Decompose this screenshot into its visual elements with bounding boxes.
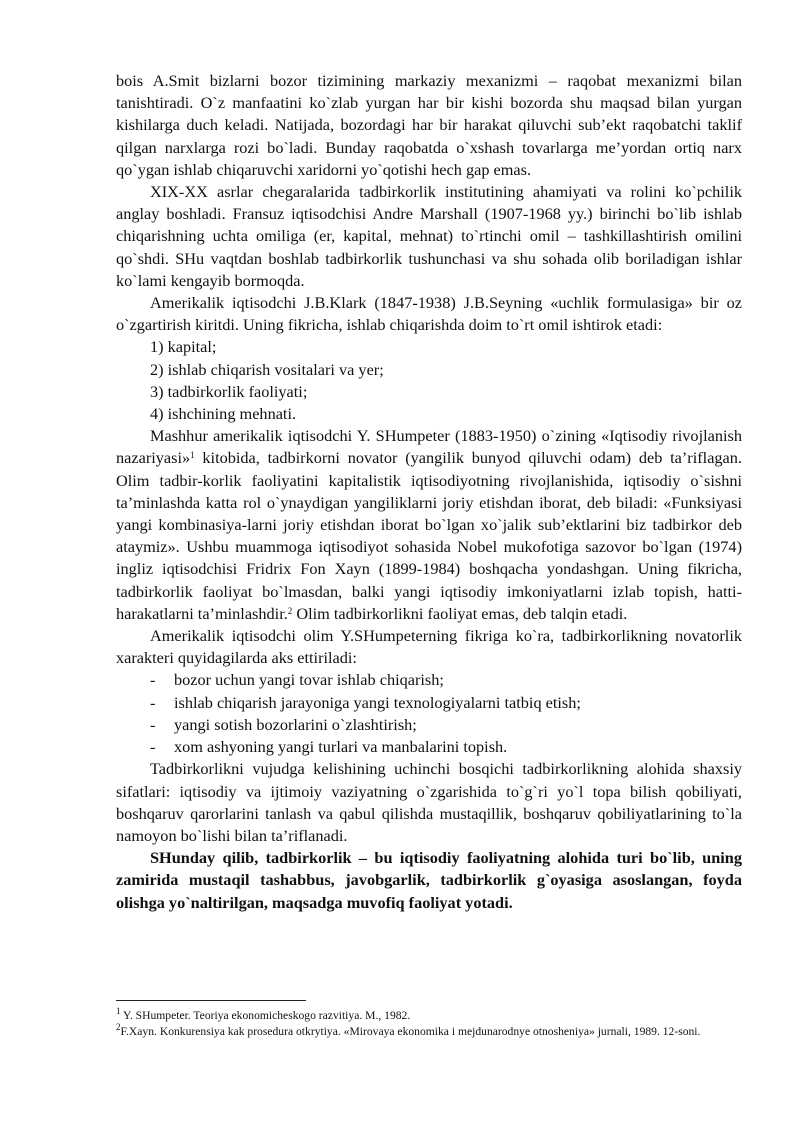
footnote-ref-2[interactable]: 2 <box>287 605 293 616</box>
list-item-factor-1: 1) kapital; <box>150 337 217 357</box>
footnotes <box>116 1008 736 1040</box>
list-item-factor-3: 3) tadbirkorlik faoliyati; <box>150 381 308 401</box>
list-item-innovation-4 <box>116 736 742 758</box>
dash-marker: - <box>150 692 156 712</box>
dash-marker: - <box>150 737 156 757</box>
footnote-mark-2: 2 <box>116 1022 121 1032</box>
footnote-divider <box>116 1000 306 1001</box>
footnote-mark-1: 1 <box>116 1006 121 1016</box>
footnote-1 <box>116 1008 736 1024</box>
paragraph-shumpeter-part-3: Olim tadbirkorlikni faoliyat emas, deb talqin etadi. <box>292 603 628 623</box>
document-body <box>116 70 742 914</box>
paragraph-conclusion: SHunday qilib, tadbirkorlik – bu iqtisodiy faoliyatning alohida turi bo`lib, uning zamirida mustaqil tashabbus, javobgarlik, tadbirkorlik g`oyasiga asoslangan, foyda olishga yo`naltirilgan, maqsadga muvofiq faoliyat yotadi. <box>116 848 742 912</box>
dash-marker: - <box>150 714 156 734</box>
list-item-factor-4: 4) ishchining mehnati. <box>150 404 297 424</box>
paragraph-shumpeter <box>116 425 742 625</box>
list-item-text: yangi sotish bozorlarini o`zlashtirish; <box>174 714 417 734</box>
list-item-innovation-3 <box>116 714 742 736</box>
list-item-text: xom ashyoning yangi turlari va manbalarini topish. <box>174 737 508 757</box>
paragraph-third-stage: Tadbirkorlikni vujudga kelishining uchinchi bosqichi tadbirkorlikning alohida shaxsiy sifatlari: iqtisodiy va ijtimoiy vaziyatning o`zgarishida to`g`ri yo`l topa bilish qobiliyati, boshqaruv qarorlarini tanlash va qabul qilishda mustaqillik, boshqaruv qobiliyatlarining to`la namoyon bo`lishi bilan ta’riflanadi. <box>116 759 742 845</box>
footnote-1-text: Y. SHumpeter. Teoriya ekonomicheskogo razvitiya. M., 1982. <box>120 1009 411 1022</box>
list-item-innovation-1 <box>116 669 742 691</box>
list-item-innovation-2 <box>116 692 742 714</box>
footnote-2-text: F.Xayn. Konkurensiya kak prosedura otkrytiya. «Mirovaya ekonomika i mejdunarodnye otnosheniya» jurnali, 1989. 12-soni. <box>120 1025 701 1038</box>
paragraph-novator-character: Amerikalik iqtisodchi olim Y.SHumpeterning fikriga ko`ra, tadbirkorlikning novatorlik xarakteri quyidagilarda aks ettiriladi: <box>116 626 742 668</box>
paragraph-shumpeter-part-1: Mashhur amerikalik iqtisodchi Y. SHumpeter (1883-1950) o`zining «Iqtisodiy rivojlanish nazariyasi» <box>116 426 742 468</box>
footnote-ref-1[interactable]: 1 <box>190 450 195 461</box>
paragraph-klark: Amerikalik iqtisodchi J.B.Klark (1847-1938) J.B.Seyning «uchlik formulasiga» bir oz o`zgartirish kiritdi. Uning fikricha, ishlab chiqarishda doim to`rt omil ishtirok etadi: <box>116 293 742 335</box>
list-item-factor-2: 2) ishlab chiqarish vositalari va yer; <box>150 359 384 379</box>
list-item-text: ishlab chiqarish jarayoniga yangi texnologiyalarni tatbiq etish; <box>174 692 581 712</box>
dash-marker: - <box>150 670 156 690</box>
paragraph-smith-competition: bois A.Smit bizlarni bozor tizimining markaziy mexanizmi – raqobat mexanizmi bilan tanishtiradi. O`z manfaatini ko`zlab yurgan har bir kishi bozorda shu maqsad bilan yurgan kishilarga duch keladi. Natijada, bozordagi har bir harakat qiluvchi sub’ekt raqobatchi taklif qilgan narxlarga rozi bo`ladi. Bunday raqobatda o`xshash tovarlarga me’yordan ortiq narx qo`ygan ishlab chiqaruvchi xaridorni yo`qotishi hech gap emas. <box>116 71 742 179</box>
list-item-text: bozor uchun yangi tovar ishlab chiqarish; <box>174 670 444 690</box>
paragraph-marshall: XIX-XX asrlar chegaralarida tadbirkorlik institutining ahamiyati va rolini ko`pchilik anglay boshladi. Fransuz iqtisodchisi Andre Marshall (1907-1968 yy.) birinchi bo`lib ishlab chiqarishning uchta omiliga (er, kapital, mehnat) to`rtinchi omil – tashkillashtirish omilini qo`shdi. SHu vaqtdan boshlab tadbirkorlik tushunchasi va shu sohada olib boriladigan ishlar ko`lami kengayib bormoqda. <box>116 182 742 290</box>
paragraph-shumpeter-part-2: kitobida, tadbirkorni novator (yangilik bunyod qiluvchi odam) deb ta’riflagan. Olim tadbir-korlik faoliyatini kapitalistik iqtisodiyotning rivojlanishida, iqtisodiy o`sishni ta’minlashda katta rol o`ynaydigan yangiliklarni joriy etishdan iborat, deb biladi: «Funksiyasi yangi kombinasiya-larni joriy etishdan iborat bo`lgan xo`jalik sub’ektlarini biz tadbirkor deb ataymiz». Ushbu muammoga iqtisodiyot sohasida Nobel mukofotiga sazovor bo`lgan (1974) ingliz iqtisodchisi Fridrix Fon Xayn (1899-1984) boshqacha yondashgan. Uning fikricha, tadbirkorlik faoliyat bo`lmasdan, balki yangi iqtisodiy imkoniyatlarni izlab topish, hatti-harakatlarni ta’minlashdir. <box>116 448 742 623</box>
footnote-2 <box>116 1024 736 1040</box>
